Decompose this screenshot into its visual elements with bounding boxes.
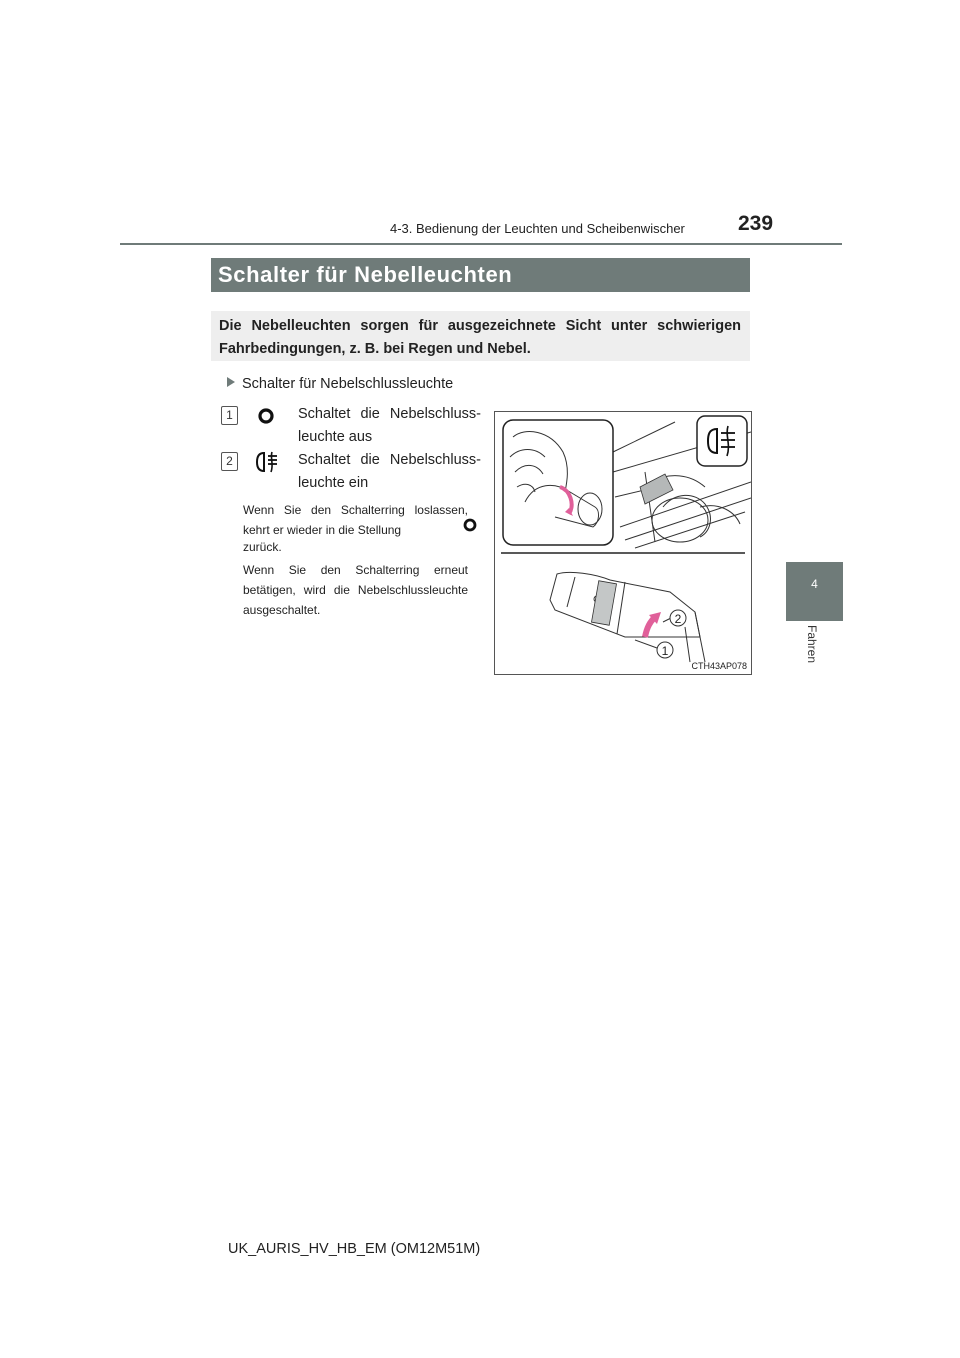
bullet-text: Schalter für Nebelschlussleuchte [242, 376, 454, 392]
fog-light-off-icon [256, 406, 276, 431]
figure-callout-1: 1 [661, 644, 669, 658]
fog-light-off-inline-icon [462, 517, 478, 538]
rear-fog-light-icon [254, 450, 280, 479]
item-number-1: 1 [221, 406, 238, 425]
document-footer: UK_AURIS_HV_HB_EM (OM12M51M) [228, 1241, 481, 1257]
item-text-2: Schaltet die Nebelschlussleuchte ein [298, 452, 481, 491]
intro-text: Die Nebelleuchten sorgen für ausgezeichnete Sicht unter schwierigen Fahrbedingungen, z. B. bei Regen und Nebel. [219, 318, 741, 357]
chapter-label: Fahren [805, 625, 819, 664]
note-press-again: Wenn Sie den Schalterring erneut betätigen, wird die Nebelschlussleuchte ausgeschaltet. [243, 563, 468, 617]
chapter-tab [786, 562, 843, 621]
header-rule [120, 243, 842, 245]
page-number: 239 [738, 212, 774, 235]
chapter-number: 4 [811, 577, 818, 591]
bullet-heading [227, 376, 453, 392]
note-release: Wenn Sie den Schalterring loslassen, kehrt er wieder in die Stellung [243, 503, 468, 537]
bullet-arrow-icon [227, 377, 235, 387]
figure-callout-2: 2 [674, 612, 682, 626]
figure-code: CTH43AP078 [691, 661, 747, 671]
page-title: Schalter für Nebelleuchten [218, 262, 513, 287]
item-text-1: Schaltet die Nebelschlussleuchte aus [298, 406, 481, 445]
switch-illustration [494, 411, 752, 675]
note-release-end: zurück. [243, 540, 282, 554]
item-number-2: 2 [221, 452, 238, 471]
section-header: 4-3. Bedienung der Leuchten und Scheibenwischer [390, 221, 685, 236]
